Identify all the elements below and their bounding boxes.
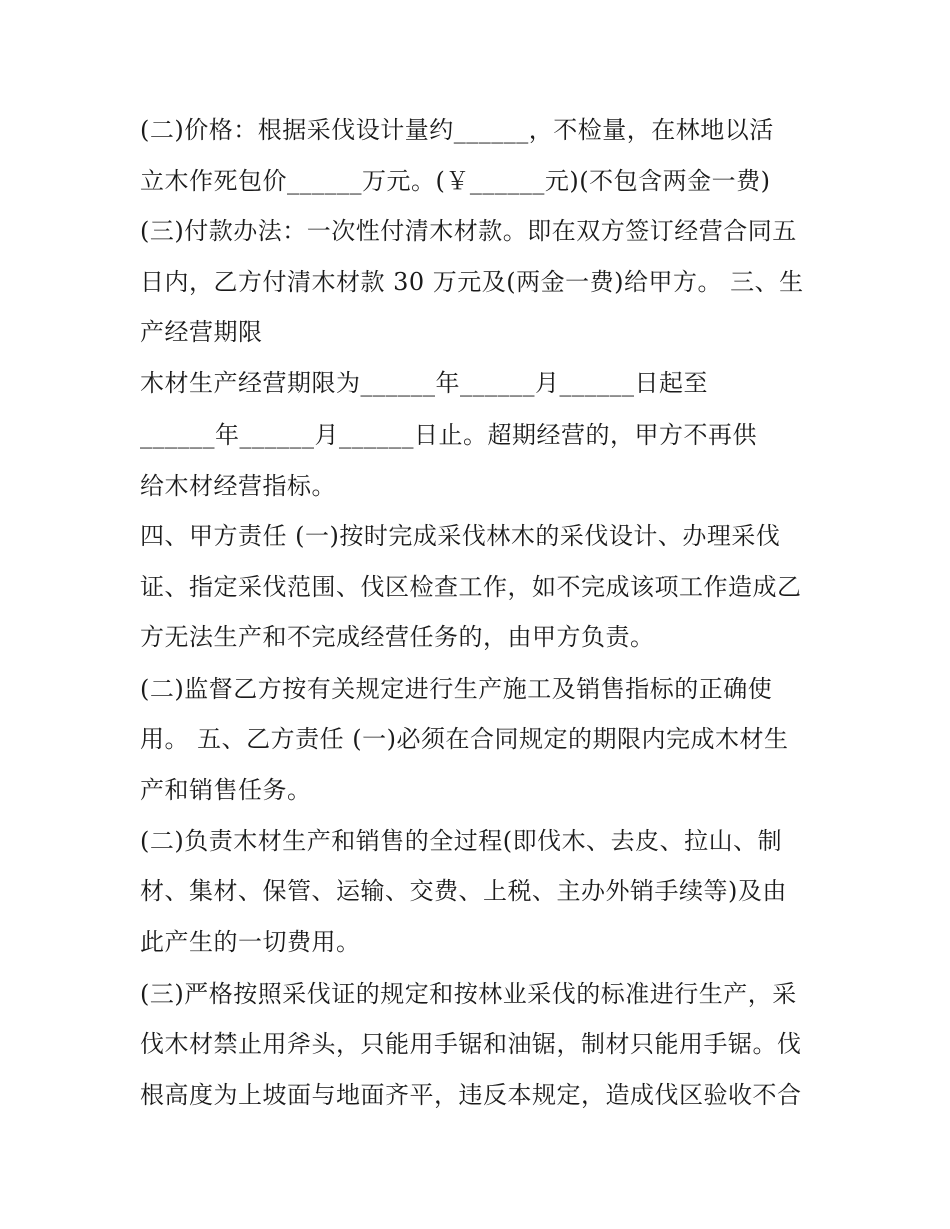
text-line: (二)价格：根据采伐设计量约______，不检量，在林地以活 — [140, 116, 774, 144]
text-line: 产和销售任务。 — [140, 776, 312, 804]
text-line: 木材生产经营期限为______年______月______日起至 — [140, 369, 708, 397]
text-line: (三)严格按照采伐证的规定和按林业采伐的标准进行生产，采 — [140, 980, 797, 1008]
text-line: 用。 五、乙方责任 (一)必须在合同规定的期限内完成木材生 — [140, 725, 789, 753]
text-line: 日内，乙方付清木材款 30 万元及(两金一费)给甲方。 三、生 — [140, 268, 804, 296]
text-line: 产经营期限 — [140, 318, 263, 346]
text-line: 方无法生产和不完成经营任务的，由甲方负责。 — [140, 623, 655, 651]
text-line: 给木材经营指标。 — [140, 472, 336, 500]
text-line: 伐木材禁止用斧头，只能用手锯和油锯，制材只能用手锯。伐 — [140, 1030, 802, 1058]
text-line: 材、集材、保管、运输、交费、上税、主办外销手续等)及由 — [140, 877, 787, 905]
text-line: (三)付款办法：一次性付清木材款。即在双方签订经营合同五 — [140, 217, 797, 245]
text-line: 四、甲方责任 (一)按时完成采伐林木的采伐设计、办理采伐 — [140, 522, 781, 550]
text-line: 立木作死包价______万元。(￥______元)(不包含两金一费) — [140, 167, 771, 195]
text-line: (二)监督乙方按有关规定进行生产施工及销售指标的正确使 — [140, 675, 773, 703]
text-line: (二)负责木材生产和销售的全过程(即伐木、去皮、拉山、制 — [140, 827, 783, 855]
text-line: ______年______月______日止。超期经营的，甲方不再供 — [140, 421, 757, 449]
text-line: 根高度为上坡面与地面齐平，违反本规定，造成伐区验收不合 — [140, 1081, 802, 1109]
text-line: 此产生的一切费用。 — [140, 928, 361, 956]
text-line: 证、指定采伐范围、伐区检查工作，如不完成该项工作造成乙 — [140, 573, 802, 601]
